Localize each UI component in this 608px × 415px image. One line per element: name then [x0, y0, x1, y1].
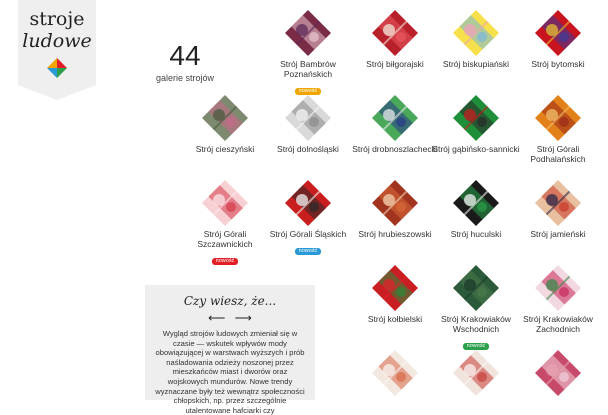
new-badge: nowość — [463, 343, 490, 350]
costume-label[interactable]: Strój bytomski — [531, 59, 585, 69]
costume-label[interactable]: Strój cieszyński — [195, 144, 255, 154]
costume-label[interactable]: Strój Górali Podhalańskich — [530, 144, 586, 164]
costume-thumbnail[interactable] — [372, 10, 418, 56]
gallery-count: 44 — [169, 40, 201, 71]
did-you-know-text: Wygląd strojów ludowych zmieniał się w czasie — wskutek wpływów mody obowiązującej w warstwach wyższych i prób naśladowania odzieży noszonej przez mieszkańców miast i dworów oraz wojskowych mundurów. Nowe trendy wyznaczane były też wewnątrz społeczności chłopskich, np. przez szczególnie utalentowane hafciarki czy — [155, 329, 305, 415]
costume-thumbnail[interactable] — [535, 180, 581, 226]
gallery-item[interactable] — [258, 10, 358, 97]
costume-thumbnail[interactable] — [372, 350, 418, 396]
costume-label[interactable]: Strój biłgorajski — [366, 59, 424, 69]
new-badge: nowość — [295, 88, 322, 95]
costume-label[interactable]: Strój gąbińsko-sannicki — [432, 144, 520, 154]
prev-arrow-icon[interactable]: ⟵ — [208, 311, 226, 325]
costume-thumbnail[interactable] — [535, 265, 581, 311]
did-you-know-title: Czy wiesz, że... — [183, 294, 277, 308]
gallery-item[interactable] — [508, 350, 608, 396]
costume-label[interactable]: Strój drobnoszlachecki — [352, 144, 438, 154]
logo-diamond-icon — [47, 58, 67, 78]
costume-thumbnail[interactable] — [535, 10, 581, 56]
logo-text-line2: ludowe — [22, 30, 92, 52]
costume-thumbnail[interactable] — [453, 265, 499, 311]
costume-thumbnail[interactable] — [453, 350, 499, 396]
costume-label[interactable]: Strój kołbielski — [367, 314, 423, 324]
costume-label[interactable]: Strój dolnośląski — [277, 144, 339, 154]
costume-label[interactable]: Strój Krakowiaków Zachodnich — [523, 314, 593, 334]
costume-label[interactable]: Strój Górali Śląskich — [269, 229, 347, 239]
gallery-item[interactable] — [258, 95, 358, 154]
gallery-count-label: galerie strojów — [155, 73, 215, 83]
costume-thumbnail[interactable] — [535, 95, 581, 141]
costume-label[interactable]: Strój Bambrów Poznańskich — [280, 59, 336, 79]
costume-thumbnail[interactable] — [372, 265, 418, 311]
gallery-item[interactable] — [508, 95, 608, 164]
costume-thumbnail[interactable] — [285, 10, 331, 56]
gallery-item[interactable] — [258, 180, 358, 257]
costume-label[interactable]: Strój huculski — [450, 229, 502, 239]
new-badge: nowość — [295, 248, 322, 255]
costume-label[interactable]: Strój hrubieszowski — [358, 229, 432, 239]
costume-thumbnail[interactable] — [202, 180, 248, 226]
costume-label[interactable]: Strój Górali Szczawnickich — [197, 229, 253, 249]
did-you-know-box — [145, 285, 315, 415]
costume-thumbnail[interactable] — [453, 10, 499, 56]
costume-label[interactable]: Strój biskupiański — [442, 59, 510, 69]
next-arrow-icon[interactable]: ⟶ — [234, 311, 252, 325]
gallery-item[interactable] — [508, 180, 608, 239]
costume-thumbnail[interactable] — [285, 95, 331, 141]
gallery-item[interactable] — [508, 265, 608, 334]
costume-thumbnail[interactable] — [535, 350, 581, 396]
costume-thumbnail[interactable] — [202, 95, 248, 141]
costume-thumbnail[interactable] — [372, 95, 418, 141]
logo-text-line1: stroje — [29, 8, 85, 30]
new-badge: nowość — [212, 258, 239, 265]
costume-thumbnail[interactable] — [453, 180, 499, 226]
gallery-counter — [145, 40, 225, 83]
costume-thumbnail[interactable] — [285, 180, 331, 226]
gallery-item[interactable] — [508, 10, 608, 69]
costume-label[interactable]: Strój Krakowiaków Wschodnich — [441, 314, 511, 334]
site-logo[interactable] — [18, 0, 96, 100]
costume-thumbnail[interactable] — [372, 180, 418, 226]
did-you-know-nav — [145, 309, 315, 325]
costume-label[interactable]: Strój jamieński — [530, 229, 586, 239]
costume-thumbnail[interactable] — [453, 95, 499, 141]
